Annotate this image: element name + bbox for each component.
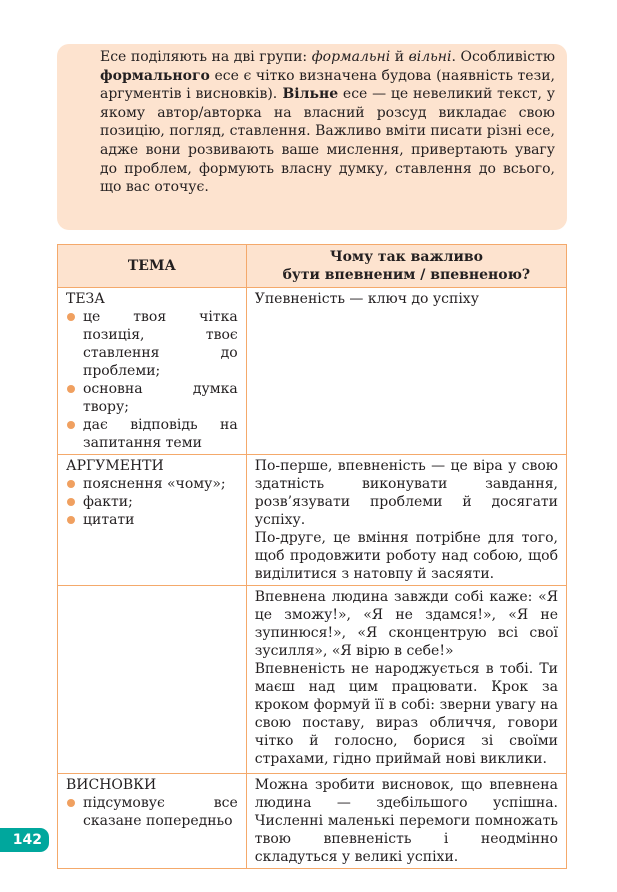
- list-item: основна думка твору;: [66, 380, 238, 416]
- intro-paragraph: [100, 48, 555, 197]
- list-item: це твоя чітка позиція, твоє ставлення до проблеми;: [66, 308, 238, 380]
- topic-label: ВИСНОВКИ: [66, 777, 157, 793]
- intro-free-term: вільні: [408, 49, 452, 65]
- intro-formal-bold: формального: [100, 67, 210, 84]
- intro-text: Есе поділяють на дві групи:: [100, 49, 312, 65]
- topic-label: АРГУМЕНТИ: [66, 458, 164, 474]
- arguments-topic-cell: [58, 455, 247, 586]
- header-why-line2: бути впевненим / впевненою?: [282, 267, 531, 283]
- support-text-cell: [246, 586, 566, 774]
- table-row-conclusions: [58, 774, 567, 869]
- bullet-list: [66, 475, 238, 529]
- thesis-topic-cell: [58, 288, 247, 455]
- essay-structure-table: [57, 244, 567, 869]
- table-row-support: [58, 586, 567, 774]
- intro-box: [57, 44, 567, 230]
- header-topic: ТЕМА: [58, 245, 247, 288]
- cell-paragraph: Впевнена людина завжди собі каже: «Я це зможу!», «Я не здамся!», «Я не зупинюся!», «Я сконцентрую всі свої зусилля», «Я вірю в себе!»: [254, 589, 558, 659]
- cell-paragraph: По-друге, це вміння потрібне для того, щоб продовжити роботу над собою, щоб виділитися з натовпу й засяяти.: [254, 530, 558, 582]
- bullet-list: [66, 308, 238, 452]
- bullet-list: [66, 794, 238, 830]
- thesis-text-cell: [246, 288, 566, 455]
- intro-free-bold: Вільне: [277, 86, 339, 103]
- cell-paragraph: По-перше, впевненість — це віра у свою здатність виконувати завдання, розв’язувати проблеми й досягати успіху.: [254, 458, 558, 528]
- table-row-thesis: [58, 288, 567, 455]
- list-item: пояснення «чому»;: [66, 475, 238, 493]
- intro-text: есе є чітко визначена будова (наявність тези, аргументів і висновків).: [100, 67, 555, 103]
- header-why: [246, 245, 566, 288]
- table-header-row: [58, 245, 567, 288]
- intro-text: й: [390, 49, 409, 65]
- cell-paragraph: Можна зробити висновок, що впевнена людина — здебільшого успішна. Численні маленькі перемоги помножать твою впевненість і неодмінно складуться у великі успіхи.: [254, 777, 558, 865]
- arguments-text-cell: [246, 455, 566, 586]
- intro-text: Особливістю: [455, 49, 556, 65]
- table-row-arguments: [58, 455, 567, 586]
- list-item: цитати: [66, 511, 238, 529]
- cell-paragraph: Впевненість не народжується в тобі. Ти маєш над цим працювати. Крок за кроком формуй її в собі: зверни увагу на свою поставу, вираз обличчя, говори чітко й голосно, борися зі своїми страхами, гідно приймай нові виклики.: [254, 661, 558, 767]
- page-number: 142: [0, 828, 49, 852]
- list-item: підсумовує все сказане попередньо: [66, 794, 238, 830]
- intro-text: есе — це невеликий текст, у якому автор/авторка на власний розсуд викладає свою позицію, погляд, ставлення. Важливо вміти писати різні есе, адже вони розвивають ваше мислення, привертають увагу до проблем, формують власну думку, ставлення до всього, що вас оточує.: [100, 86, 555, 196]
- support-empty-cell: [58, 586, 247, 774]
- cell-paragraph: Упевненість — ключ до успіху: [254, 291, 479, 307]
- header-why-line1: Чому так важливо: [329, 249, 483, 265]
- intro-formal-term: формальні: [311, 49, 391, 65]
- conclusions-topic-cell: [58, 774, 247, 869]
- intro-text: .: [451, 49, 456, 65]
- conclusions-text-cell: [246, 774, 566, 869]
- topic-label: ТЕЗА: [66, 291, 105, 307]
- list-item: дає відповідь на запитання теми: [66, 416, 238, 452]
- list-item: факти;: [66, 493, 238, 511]
